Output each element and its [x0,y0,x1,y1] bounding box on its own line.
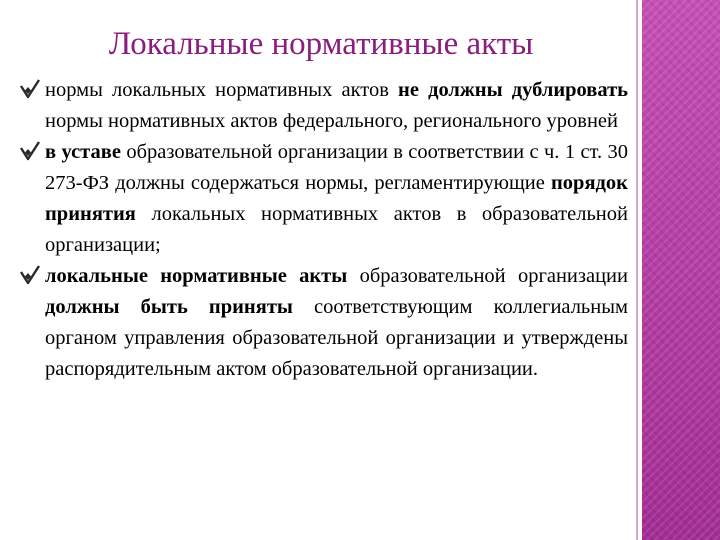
list-item [18,137,628,261]
checkmark-diamond-icon [18,75,42,106]
item-emphasis: порядок принятия [45,172,628,225]
item-text: нормы нормативных актов федерального, регионального уровней [45,110,618,132]
item-text: соответствующим коллегиальным органом управления образовательной организации и утверждены распорядительным актом образовательной организации. [45,296,628,380]
list-item [18,261,628,385]
item-text: нормы локальных нормативных актов [45,79,399,101]
decorative-side-stripe [642,0,720,540]
item-emphasis: не должны дублировать [398,79,628,101]
checkmark-diamond-icon [18,137,42,168]
item-emphasis: в уставе [45,141,121,163]
bullet-list [18,75,628,385]
slide-title: Локальные нормативные акты [108,26,534,62]
item-emphasis: должны быть приняты [45,296,293,318]
decorative-divider [636,0,638,540]
item-text: образовательной организации [347,265,628,287]
list-item [18,75,628,137]
checkmark-diamond-icon [18,261,42,292]
item-text: образовательной организации в соответствии с ч. 1 ст. 30 273-ФЗ должны содержаться нормы, регламентирующие [45,141,628,194]
item-text: локальных нормативных актов в образовательной организации; [45,203,628,256]
item-emphasis: локальные нормативные акты [45,265,348,287]
